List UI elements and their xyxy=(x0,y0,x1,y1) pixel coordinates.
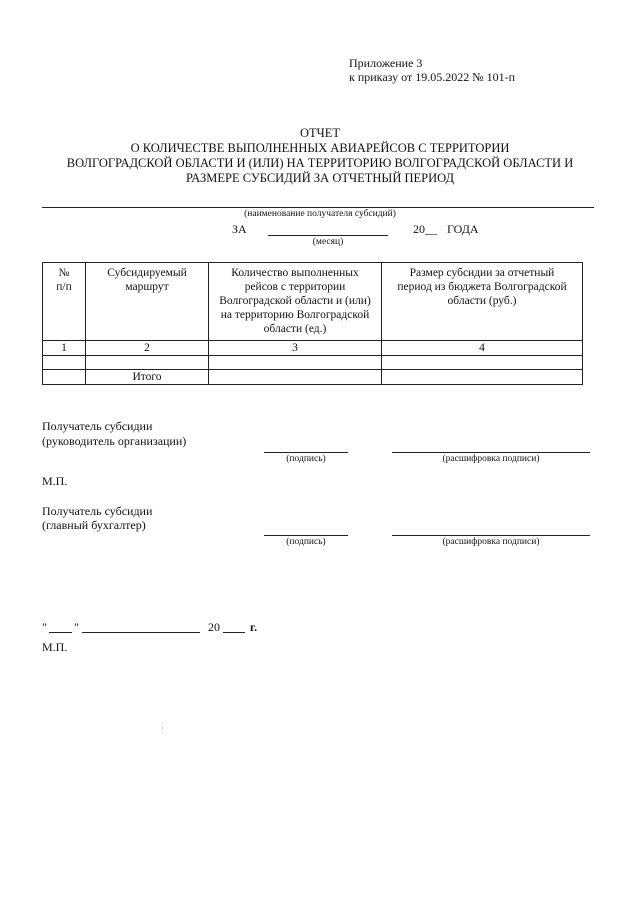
table-cell xyxy=(209,370,382,385)
signature2-sign-caption: (подпись) xyxy=(286,537,326,547)
column-number-1: 1 xyxy=(43,341,86,356)
signature1-sign-line xyxy=(264,452,348,453)
stamp-label-1: М.П. xyxy=(42,474,68,488)
signature1-sign-caption: (подпись) xyxy=(286,454,326,464)
header-flights-line: на территорию Волгоградской xyxy=(220,309,370,321)
date-year-prefix: 20 xyxy=(208,620,220,634)
date-open-quote: " xyxy=(42,620,47,634)
header-flights-line: области (ед.) xyxy=(263,323,327,335)
header-number xyxy=(43,263,86,341)
table-cell xyxy=(43,370,86,385)
title-line-3: ВОЛГОГРАДСКОЙ ОБЛАСТИ И (ИЛИ) НА ТЕРРИТОРИЮ ВОЛГОГРАДСКОЙ ОБЛАСТИ И xyxy=(66,156,574,170)
table-cell xyxy=(382,370,583,385)
header-route-line: Субсидируемый xyxy=(107,267,187,279)
signature1-label-line-2: (руководитель организации) xyxy=(42,434,187,448)
table-number-row xyxy=(43,341,583,356)
title-line-1: ОТЧЕТ xyxy=(299,126,341,140)
appendix-line-2: к приказу от 19.05.2022 № 101-п xyxy=(349,70,516,84)
signature2-decode-line xyxy=(392,535,590,536)
appendix-line-1: Приложение 3 xyxy=(349,56,423,70)
table-cell xyxy=(209,356,382,370)
period-za: ЗА xyxy=(232,222,247,236)
date-close-quote: " xyxy=(74,620,79,634)
title-line-2: О КОЛИЧЕСТВЕ ВЫПОЛНЕННЫХ АВИАРЕЙСОВ С ТЕРРИТОРИИ xyxy=(130,141,510,155)
report-title xyxy=(40,126,600,186)
month-caption: (месяц) xyxy=(312,237,344,247)
scan-speck xyxy=(162,727,163,729)
signature2-sign-line xyxy=(264,535,348,536)
column-number-4: 4 xyxy=(382,341,583,356)
date-month-line xyxy=(82,632,200,633)
column-number-3: 3 xyxy=(209,341,382,356)
signature2-label-line-1: Получатель субсидии xyxy=(42,504,153,518)
signature2-decode-caption: (расшифровка подписи) xyxy=(442,537,540,547)
header-subsidy-line: период из бюджета Волгоградской xyxy=(397,281,567,293)
header-flights-line: рейсов с территории xyxy=(244,281,346,293)
header-flights-line: Количество выполненных xyxy=(231,267,359,279)
header-flights xyxy=(209,263,382,341)
recipient-caption: (наименование получателя субсидий) xyxy=(244,209,396,219)
title-line-4: РАЗМЕРЕ СУБСИДИЙ ЗА ОТЧЕТНЫЙ ПЕРИОД xyxy=(185,171,455,185)
signature2-label-line-2: (главный бухгалтер) xyxy=(42,518,146,532)
report-table xyxy=(42,262,583,385)
recipient-name-line xyxy=(42,207,594,208)
date-day-line xyxy=(49,632,72,633)
signature1-decode-caption: (расшифровка подписи) xyxy=(442,454,540,464)
table-header-row xyxy=(43,263,583,341)
table-total-row xyxy=(43,370,583,385)
header-number-line: № xyxy=(58,267,70,279)
signature1-decode-line xyxy=(392,452,590,453)
column-number-2: 2 xyxy=(86,341,209,356)
stamp-label-2: М.П. xyxy=(42,640,68,654)
month-line xyxy=(268,235,388,236)
header-subsidy xyxy=(382,263,583,341)
table-cell xyxy=(382,356,583,370)
total-label: Итого xyxy=(86,370,209,385)
table-cell xyxy=(86,356,209,370)
period-year-prefix: 20__ xyxy=(413,222,437,236)
table-cell xyxy=(43,356,86,370)
period-year-suffix: ГОДА xyxy=(447,222,479,236)
header-subsidy-line: Размер субсидии за отчетный xyxy=(409,267,555,279)
date-year-suffix: г. xyxy=(250,620,258,634)
date-year-line xyxy=(223,632,245,633)
table-row xyxy=(43,356,583,370)
header-route xyxy=(86,263,209,341)
header-subsidy-line: области (руб.) xyxy=(447,295,517,307)
signature1-label-line-1: Получатель субсидии xyxy=(42,419,153,433)
header-route-line: маршрут xyxy=(125,281,169,293)
header-flights-line: Волгоградской области и (или) xyxy=(219,295,371,307)
header-number-line: п/п xyxy=(56,281,72,293)
